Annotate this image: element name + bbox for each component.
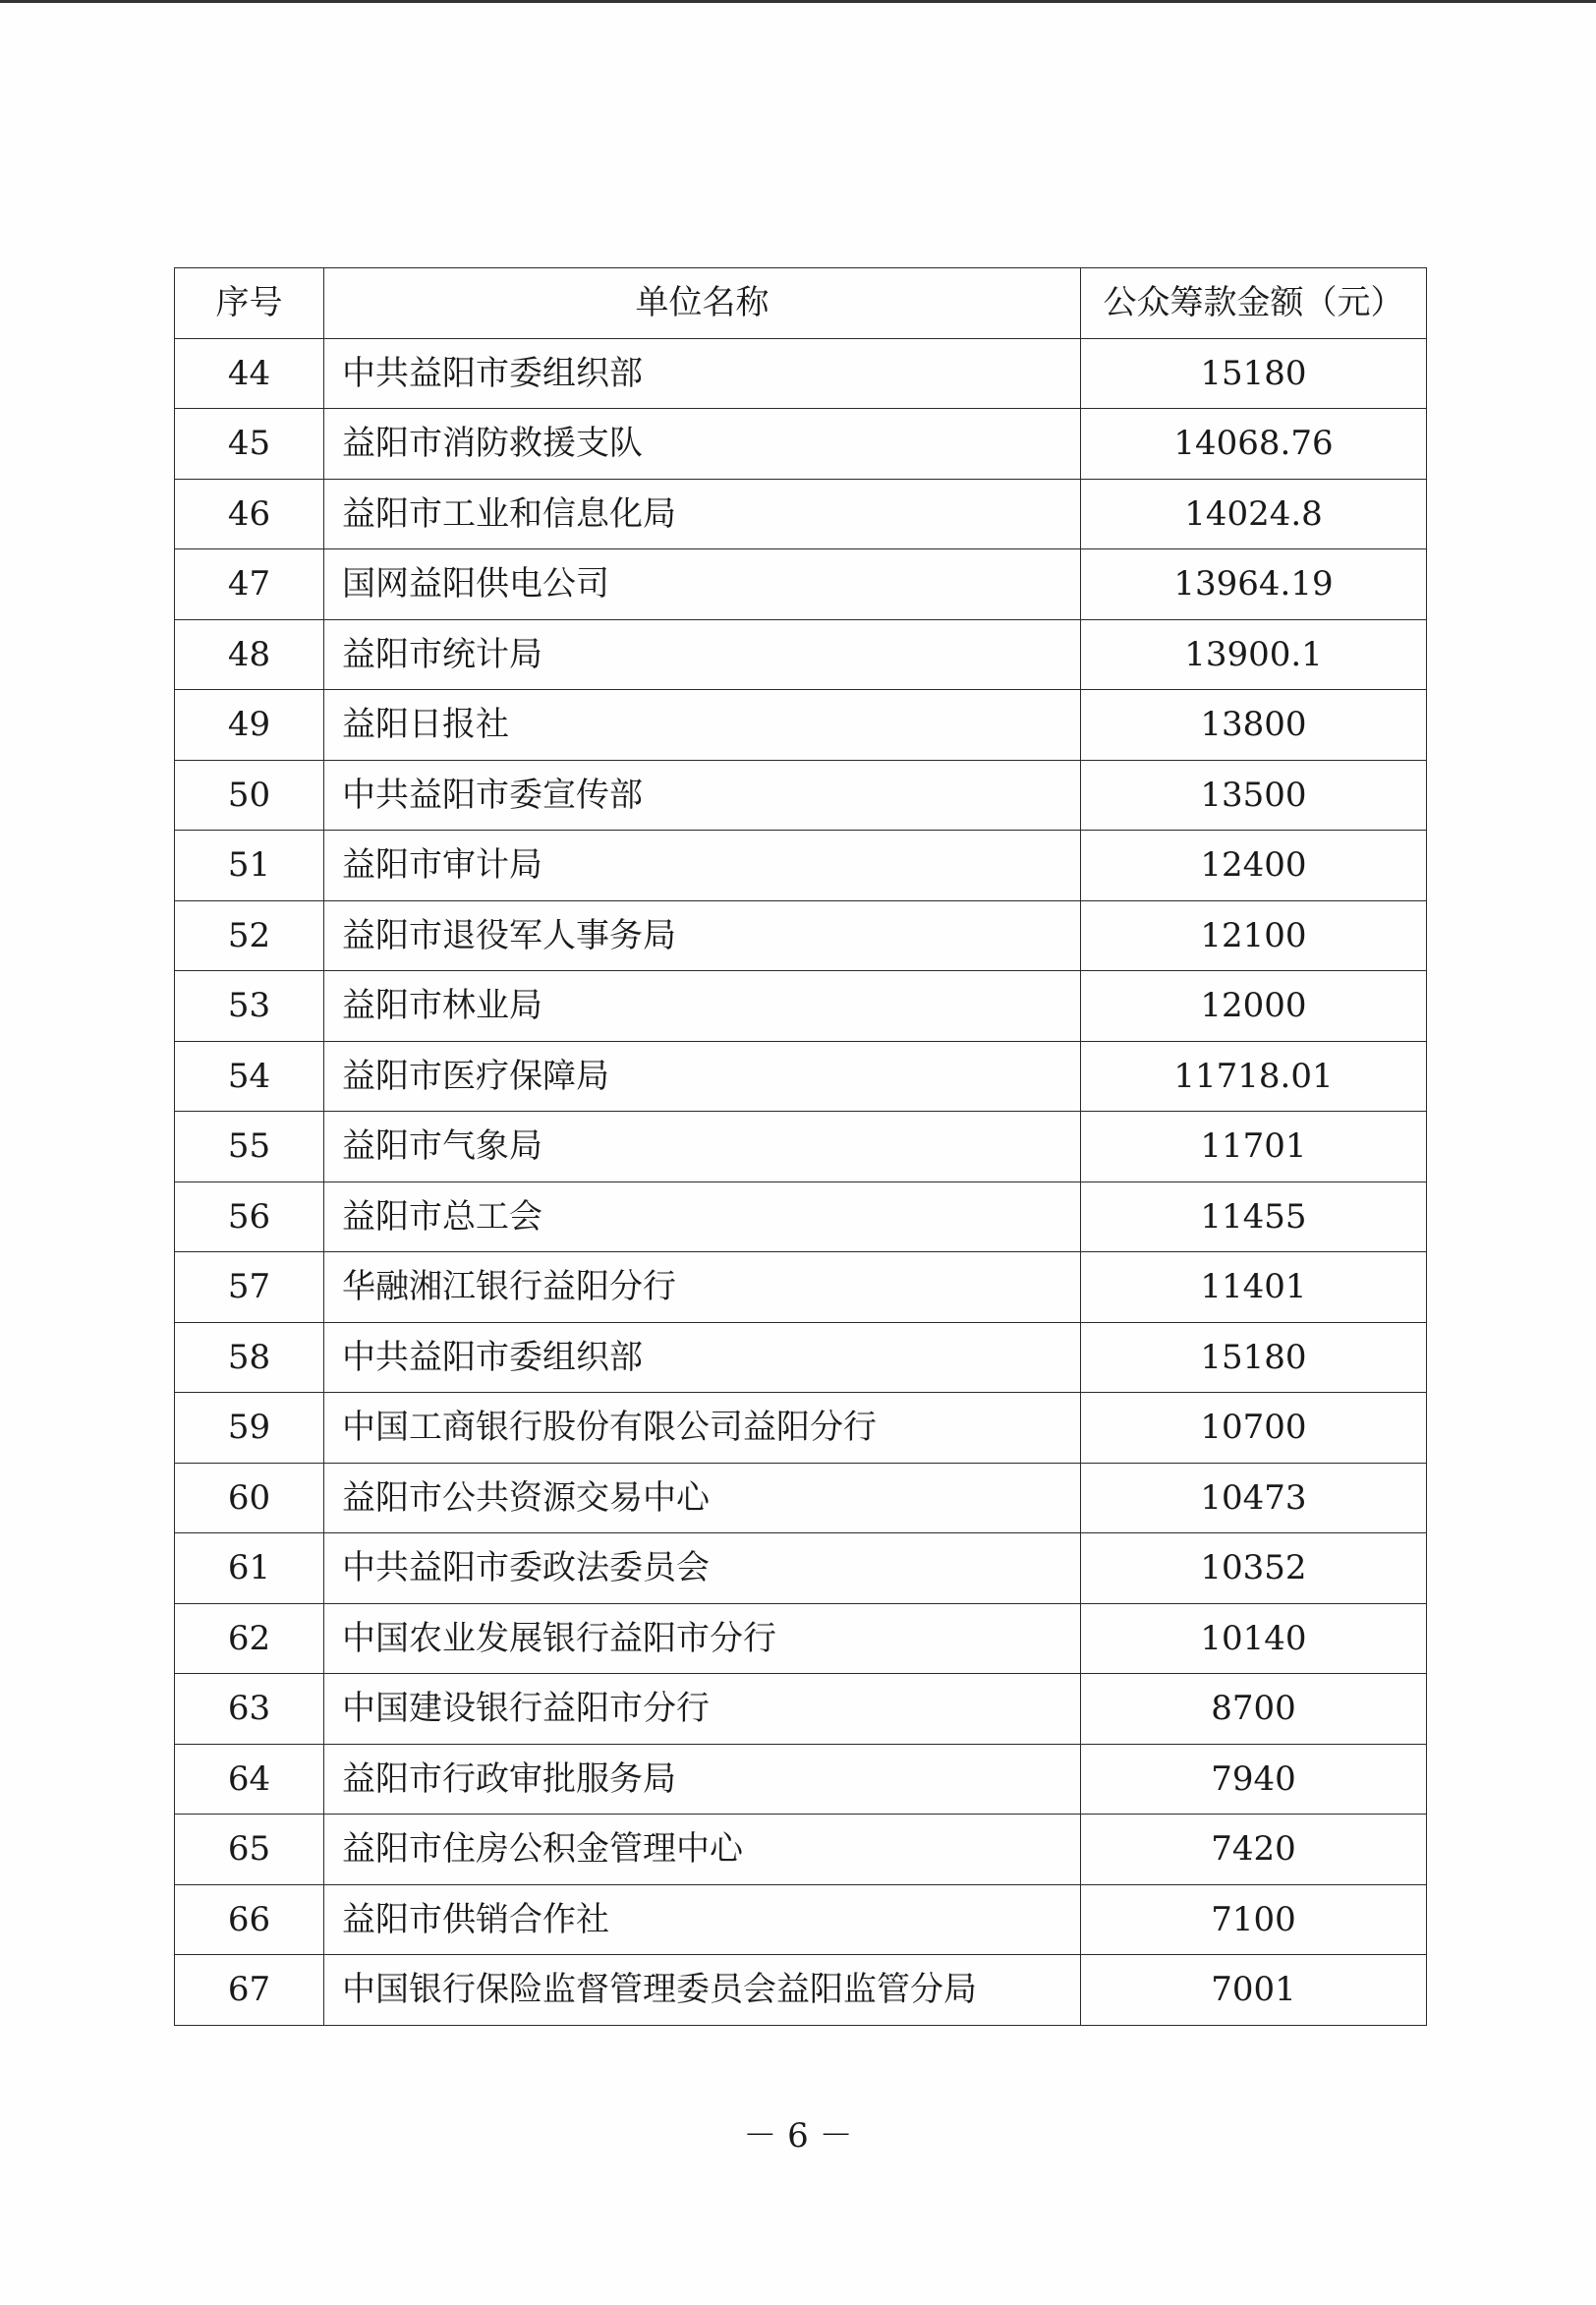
cell-amount: 7940 (1081, 1744, 1427, 1815)
table-row (175, 1674, 1427, 1745)
cell-seq: 61 (175, 1533, 324, 1604)
cell-amount: 13800 (1081, 690, 1427, 761)
cell-seq: 44 (175, 338, 324, 409)
cell-name: 益阳市工业和信息化局 (324, 479, 1081, 549)
cell-seq: 64 (175, 1744, 324, 1815)
page-number: － 6 － (743, 2116, 853, 2156)
cell-amount: 12000 (1081, 971, 1427, 1042)
cell-amount: 14068.76 (1081, 409, 1427, 480)
cell-seq: 62 (175, 1603, 324, 1674)
table-row (175, 1603, 1427, 1674)
cell-amount: 11455 (1081, 1181, 1427, 1252)
cell-name: 中共益阳市委政法委员会 (324, 1533, 1081, 1604)
table-row (175, 1322, 1427, 1393)
cell-name: 中国工商银行股份有限公司益阳分行 (324, 1393, 1081, 1464)
table-row (175, 760, 1427, 831)
table-row (175, 409, 1427, 480)
cell-name: 益阳市医疗保障局 (324, 1041, 1081, 1112)
cell-seq: 58 (175, 1322, 324, 1393)
cell-amount: 14024.8 (1081, 479, 1427, 549)
cell-seq: 49 (175, 690, 324, 761)
cell-amount: 12400 (1081, 831, 1427, 901)
cell-amount: 13500 (1081, 760, 1427, 831)
cell-amount: 10473 (1081, 1463, 1427, 1533)
cell-amount: 10700 (1081, 1393, 1427, 1464)
cell-name: 益阳市林业局 (324, 971, 1081, 1042)
cell-name: 益阳市供销合作社 (324, 1884, 1081, 1955)
table-row (175, 1252, 1427, 1323)
cell-amount: 7100 (1081, 1884, 1427, 1955)
cell-amount: 8700 (1081, 1674, 1427, 1745)
cell-name: 中国建设银行益阳市分行 (324, 1674, 1081, 1745)
header-amount: 公众筹款金额（元） (1081, 268, 1427, 339)
cell-name: 中国农业发展银行益阳市分行 (324, 1603, 1081, 1674)
cell-name: 中共益阳市委组织部 (324, 1322, 1081, 1393)
table-row (175, 1463, 1427, 1533)
cell-name: 益阳日报社 (324, 690, 1081, 761)
scan-top-edge (0, 0, 1596, 3)
table-row (175, 1955, 1427, 2026)
cell-seq: 60 (175, 1463, 324, 1533)
cell-seq: 55 (175, 1112, 324, 1182)
cell-seq: 56 (175, 1181, 324, 1252)
table-row (175, 1815, 1427, 1885)
table-row (175, 619, 1427, 690)
cell-name: 益阳市总工会 (324, 1181, 1081, 1252)
cell-amount: 15180 (1081, 338, 1427, 409)
table-row (175, 1884, 1427, 1955)
table-row (175, 1533, 1427, 1604)
cell-seq: 45 (175, 409, 324, 480)
cell-seq: 48 (175, 619, 324, 690)
cell-seq: 53 (175, 971, 324, 1042)
table-header-row (175, 268, 1427, 339)
cell-name: 益阳市审计局 (324, 831, 1081, 901)
cell-name: 中国银行保险监督管理委员会益阳监管分局 (324, 1955, 1081, 2026)
cell-seq: 59 (175, 1393, 324, 1464)
cell-name: 益阳市气象局 (324, 1112, 1081, 1182)
cell-seq: 54 (175, 1041, 324, 1112)
cell-seq: 47 (175, 549, 324, 620)
cell-seq: 50 (175, 760, 324, 831)
table-row (175, 1041, 1427, 1112)
cell-amount: 15180 (1081, 1322, 1427, 1393)
cell-seq: 65 (175, 1815, 324, 1885)
cell-amount: 10352 (1081, 1533, 1427, 1604)
table-row (175, 479, 1427, 549)
cell-seq: 66 (175, 1884, 324, 1955)
table-row (175, 1393, 1427, 1464)
cell-amount: 10140 (1081, 1603, 1427, 1674)
table-body (175, 338, 1427, 2025)
cell-name: 益阳市住房公积金管理中心 (324, 1815, 1081, 1885)
cell-name: 中共益阳市委组织部 (324, 338, 1081, 409)
cell-seq: 67 (175, 1955, 324, 2026)
table-row (175, 900, 1427, 971)
table-row (175, 831, 1427, 901)
donation-table (174, 267, 1427, 2026)
cell-name: 益阳市行政审批服务局 (324, 1744, 1081, 1815)
header-name: 单位名称 (324, 268, 1081, 339)
cell-name: 华融湘江银行益阳分行 (324, 1252, 1081, 1323)
cell-amount: 11401 (1081, 1252, 1427, 1323)
header-seq: 序号 (175, 268, 324, 339)
cell-name: 益阳市退役军人事务局 (324, 900, 1081, 971)
cell-amount: 13964.19 (1081, 549, 1427, 620)
table-row (175, 549, 1427, 620)
cell-amount: 11718.01 (1081, 1041, 1427, 1112)
cell-name: 益阳市公共资源交易中心 (324, 1463, 1081, 1533)
cell-name: 中共益阳市委宣传部 (324, 760, 1081, 831)
cell-seq: 46 (175, 479, 324, 549)
table-row (175, 338, 1427, 409)
cell-name: 益阳市消防救援支队 (324, 409, 1081, 480)
table-row (175, 1181, 1427, 1252)
cell-seq: 52 (175, 900, 324, 971)
cell-amount: 11701 (1081, 1112, 1427, 1182)
table-row (175, 1744, 1427, 1815)
table-row (175, 690, 1427, 761)
cell-seq: 57 (175, 1252, 324, 1323)
table-row (175, 1112, 1427, 1182)
cell-name: 国网益阳供电公司 (324, 549, 1081, 620)
cell-amount: 7001 (1081, 1955, 1427, 2026)
table-row (175, 971, 1427, 1042)
cell-seq: 51 (175, 831, 324, 901)
cell-seq: 63 (175, 1674, 324, 1745)
cell-amount: 7420 (1081, 1815, 1427, 1885)
cell-amount: 12100 (1081, 900, 1427, 971)
cell-name: 益阳市统计局 (324, 619, 1081, 690)
cell-amount: 13900.1 (1081, 619, 1427, 690)
